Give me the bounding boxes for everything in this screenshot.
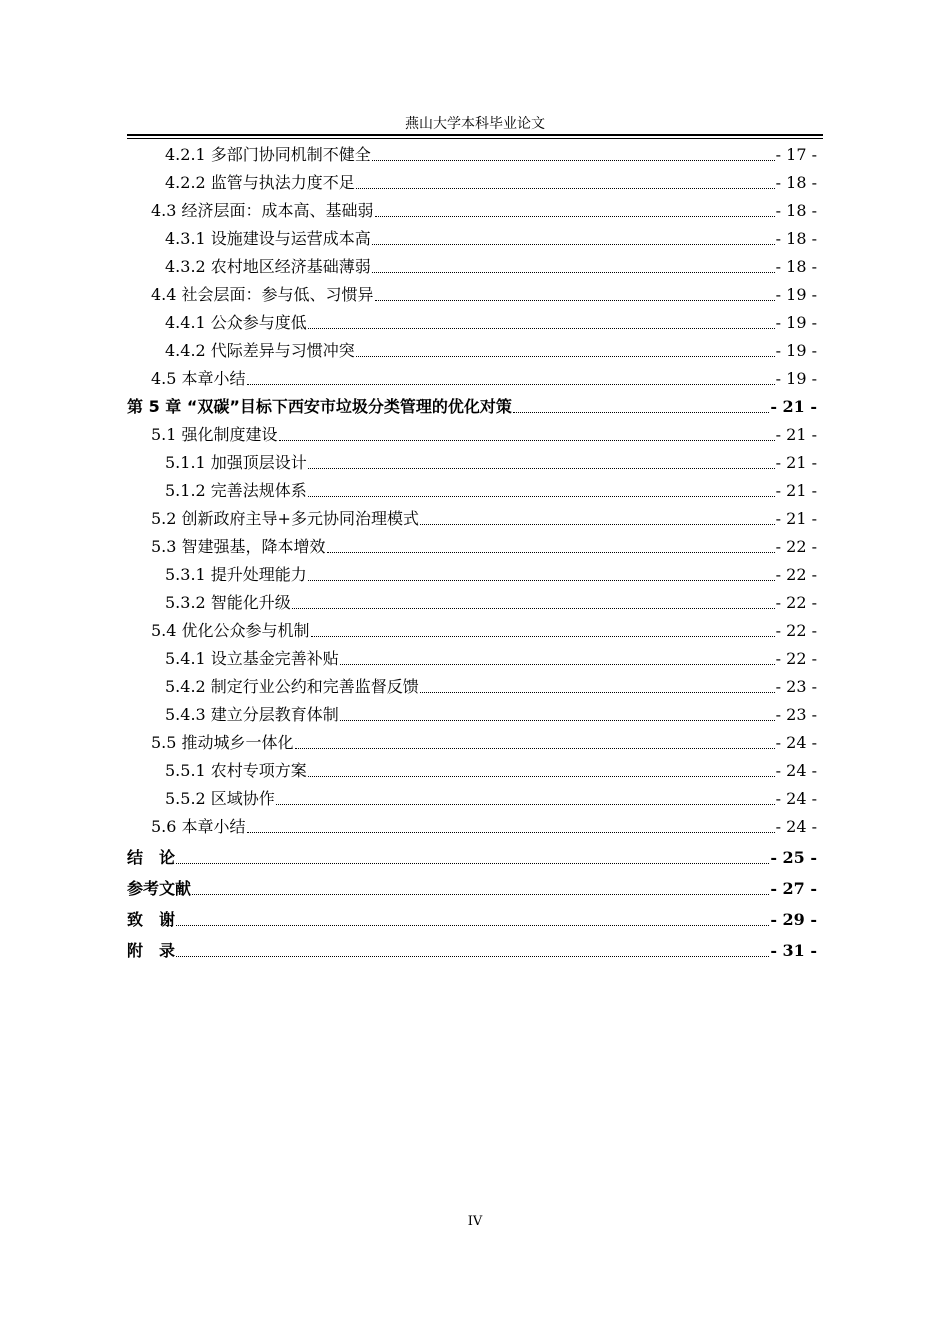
dot-leader [375,215,775,217]
dot-leader [308,327,775,329]
toc-entry-page: - 22 - [775,621,817,640]
toc-entry-page: - 22 - [775,537,817,556]
toc-entry-title: 4.4.1 公众参与度低 [165,313,307,332]
toc-entry[interactable] [127,392,817,420]
toc-entry[interactable] [127,728,817,756]
dot-leader [375,299,775,301]
toc-entry[interactable] [127,252,817,280]
toc-entry-title: 5.3.2 智能化升级 [165,593,291,612]
toc-entry[interactable] [127,504,817,532]
toc-entry[interactable] [127,224,817,252]
toc-entry-title: 参考文献 [127,879,192,898]
toc-entry-page: - 22 - [775,593,817,612]
toc-entry-page: - 18 - [775,257,817,276]
dot-leader [308,775,775,777]
toc-entry[interactable] [127,812,817,840]
toc-entry[interactable] [127,308,817,336]
dot-leader [340,719,775,721]
dot-leader [308,467,775,469]
toc-entry[interactable] [127,588,817,616]
toc-entry-page: - 21 - [775,481,817,500]
toc-entry[interactable] [127,140,817,168]
toc-entry-title: 附 录 [127,941,176,960]
toc-entry[interactable] [127,476,817,504]
toc-entry-title: 5.1 强化制度建设 [151,425,278,444]
dot-leader [176,862,769,864]
toc-entry-page: - 23 - [775,705,817,724]
toc-entry-title: 5.4.1 设立基金完善补贴 [165,649,339,668]
dot-leader [372,243,775,245]
dot-leader [276,803,775,805]
dot-leader [176,955,769,957]
toc-entry[interactable] [127,784,817,812]
toc-entry-title: 4.3.1 设施建设与运营成本高 [165,229,371,248]
toc-entry[interactable] [127,196,817,224]
toc-entry-title: 5.5.1 农村专项方案 [165,761,307,780]
toc-entry[interactable] [127,532,817,560]
toc-entry-page: - 31 - [770,941,817,960]
toc-entry-title: 4.5 本章小结 [151,369,246,388]
table-of-contents [127,140,817,964]
toc-entry-page: - 21 - [775,509,817,528]
header-rule-thin [127,138,823,139]
dot-leader [176,924,769,926]
toc-entry[interactable] [127,840,817,871]
dot-leader [247,383,775,385]
dot-leader [513,411,769,413]
toc-entry[interactable] [127,448,817,476]
toc-entry-title: 5.6 本章小结 [151,817,246,836]
toc-entry[interactable] [127,644,817,672]
toc-entry-page: - 18 - [775,173,817,192]
toc-entry[interactable] [127,280,817,308]
toc-entry[interactable] [127,616,817,644]
toc-entry-page: - 24 - [775,789,817,808]
dot-leader [279,439,775,441]
dot-leader [308,495,775,497]
toc-entry-page: - 22 - [775,565,817,584]
dot-leader [356,187,775,189]
toc-entry-title: 致 谢 [127,910,176,929]
toc-entry-page: - 17 - [775,145,817,164]
toc-entry-page: - 24 - [775,817,817,836]
toc-entry-title: 结 论 [127,848,176,867]
toc-entry[interactable] [127,336,817,364]
toc-entry-title: 5.3 智建强基，降本增效 [151,537,326,556]
toc-entry-page: - 18 - [775,229,817,248]
toc-entry[interactable] [127,420,817,448]
toc-entry-page: - 21 - [775,453,817,472]
toc-entry-page: - 19 - [775,369,817,388]
toc-entry-page: - 19 - [775,341,817,360]
toc-entry-page: - 24 - [775,761,817,780]
toc-entry[interactable] [127,560,817,588]
header-rule-thick [127,134,823,136]
toc-entry[interactable] [127,364,817,392]
dot-leader [372,159,775,161]
running-header: 燕山大学本科毕业论文 [405,116,545,132]
toc-entry-title: 5.4.3 建立分层教育体制 [165,705,339,724]
toc-entry[interactable] [127,672,817,700]
toc-entry-title: 5.5 推动城乡一体化 [151,733,294,752]
toc-entry-title: 4.3 经济层面：成本高、基础弱 [151,201,374,220]
dot-leader [192,893,769,895]
toc-entry-page: - 21 - [770,397,817,416]
toc-entry-title: 5.4 优化公众参与机制 [151,621,310,640]
dot-leader [308,579,775,581]
toc-entry-page: - 19 - [775,313,817,332]
toc-entry-title: 4.4.2 代际差异与习惯冲突 [165,341,355,360]
dot-leader [356,355,775,357]
toc-entry[interactable] [127,933,817,964]
dot-leader [372,271,775,273]
dot-leader [295,747,775,749]
toc-entry-title: 4.2.2 监管与执法力度不足 [165,173,355,192]
toc-entry-title: 5.2 创新政府主导+多元协同治理模式 [151,509,419,528]
dot-leader [292,607,775,609]
toc-entry-page: - 29 - [770,910,817,929]
page-number: IV [467,1214,483,1229]
toc-entry-title: 5.3.1 提升处理能力 [165,565,307,584]
dot-leader [327,551,775,553]
toc-entry[interactable] [127,756,817,784]
toc-entry[interactable] [127,168,817,196]
dot-leader [311,635,775,637]
toc-entry[interactable] [127,871,817,902]
toc-entry-title: 第 5 章 “双碳”目标下西安市垃圾分类管理的优化对策 [127,397,512,416]
toc-entry-page: - 22 - [775,649,817,668]
toc-entry-title: 4.3.2 农村地区经济基础薄弱 [165,257,371,276]
toc-entry-page: - 25 - [770,848,817,867]
toc-entry-title: 5.4.2 制定行业公约和完善监督反馈 [165,677,419,696]
dot-leader [420,523,775,525]
toc-entry-page: - 23 - [775,677,817,696]
toc-entry-page: - 19 - [775,285,817,304]
toc-entry[interactable] [127,902,817,933]
dot-leader [247,831,775,833]
dot-leader [340,663,775,665]
toc-entry-title: 4.4 社会层面：参与低、习惯异 [151,285,374,304]
toc-entry-title: 5.1.1 加强顶层设计 [165,453,307,472]
toc-entry-page: - 21 - [775,425,817,444]
toc-entry-title: 5.5.2 区域协作 [165,789,275,808]
toc-entry-title: 4.2.1 多部门协同机制不健全 [165,145,371,164]
toc-entry-page: - 18 - [775,201,817,220]
toc-entry-title: 5.1.2 完善法规体系 [165,481,307,500]
toc-entry-page: - 24 - [775,733,817,752]
dot-leader [420,691,775,693]
toc-entry-page: - 27 - [770,879,817,898]
toc-entry[interactable] [127,700,817,728]
